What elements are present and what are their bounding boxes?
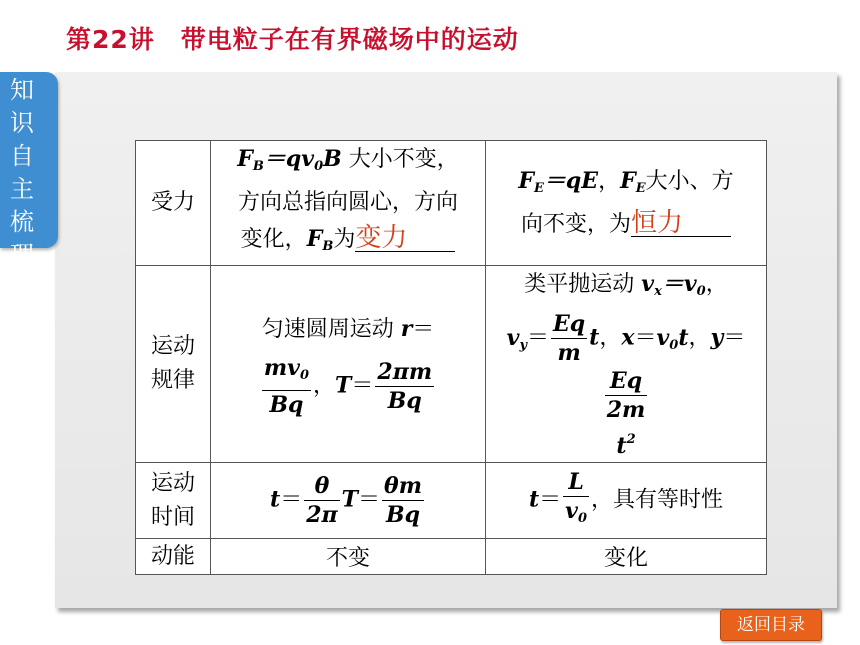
answer-blank: 恒力 [631,210,731,237]
side-tab-char: 梳 [10,208,34,236]
electric-time-cell: t＝ $\frac{L}{v_0}$ ，具有等时性 [486,463,767,539]
side-tab-char: 理 [10,241,34,269]
comparison-table [135,140,767,575]
row-label-energy: 动能 [136,539,211,575]
magnetic-motion-cell: 匀速圆周运动 r＝ $\frac{mv_0}{Bq}$ ，T＝ $\frac{2\pi m}{Bq}$ [211,266,486,463]
electric-energy-cell: 变化 [486,539,767,575]
row-label-time: 运动 时间 [136,463,211,539]
magnetic-energy-cell: 不变 [211,539,486,575]
table-row [136,141,767,266]
side-tab-char: 主 [10,175,34,203]
side-tab-knowledge-review[interactable] [0,72,58,269]
side-tab-char: 知 [10,76,34,104]
table-row [136,266,767,463]
page-title: 第22讲 带电粒子在有界磁场中的运动 [66,25,519,54]
side-tab-char: 识 [10,109,34,137]
row-label-force: 受力 [136,141,211,266]
table-row [136,463,767,539]
answer-blank: 变力 [355,225,455,252]
back-to-contents-button[interactable]: 返回目录 [720,609,822,641]
electric-force-cell: $F_E=qE$，$F_E$大小、方 向不变，为恒力 [486,141,767,266]
electric-motion-cell: 类平抛运动 $v_x=v_0$， $v_y=$ $\frac{Eq}{m}$ t，$x=v_0t$，y＝ $\frac{Eq}{2m}$ $t^2$ [486,266,767,463]
side-tab-char: 自 [10,142,34,170]
magnetic-time-cell: t＝ $\frac{\theta}{2\pi}$ T＝ $\frac{\theta m}{Bq}$ [211,463,486,539]
row-label-motion: 运动 规律 [136,266,211,463]
content-panel [55,72,837,608]
magnetic-force-cell: $F_B=qv_0B$ 大小不变， 方向总指向圆心，方向 变化，$F_B$为变力 [211,141,486,266]
table-row [136,539,767,575]
